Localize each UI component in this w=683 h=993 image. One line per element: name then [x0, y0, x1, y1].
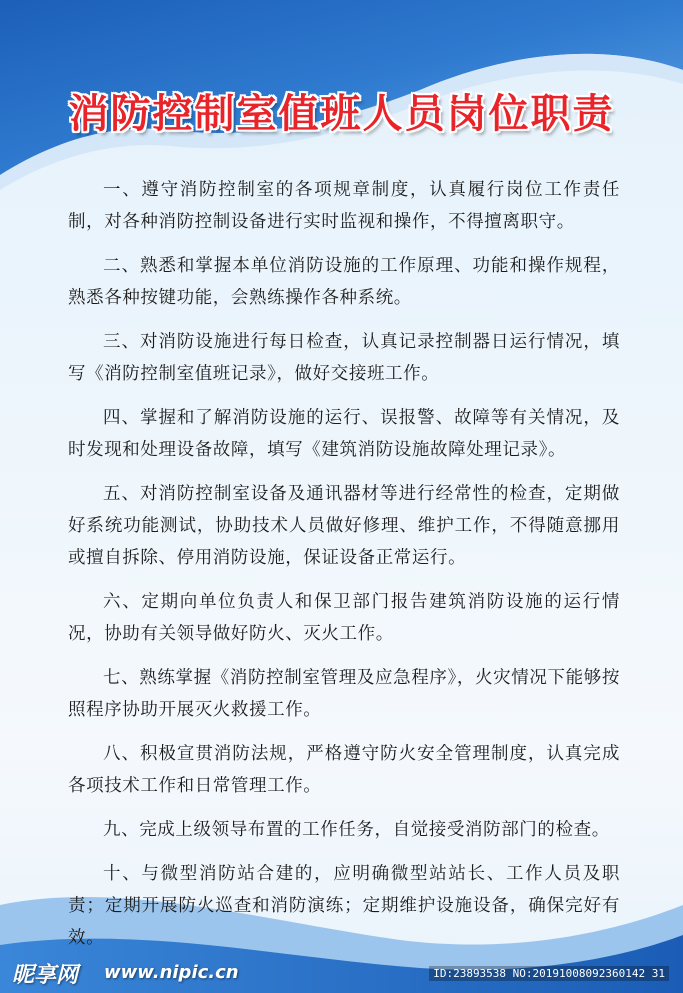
duty-item: 一、遵守消防控制室的各项规章制度，认真履行岗位工作责任制，对各种消防控制设备进行实时监视和操作，不得擅离职守。 [68, 180, 620, 232]
watermark-site: www.nipic.cn [104, 962, 239, 983]
duty-item: 三、对消防设施进行每日检查，认真记录控制器日运行情况，填写《消防控制室值班记录》，做好交接班工作。 [68, 332, 620, 384]
duty-item: 十、与微型消防站合建的，应明确微型站站长、工作人员及职责；定期开展防火巡查和消防演练；定期维护设施设备，确保完好有效。 [68, 864, 620, 948]
duty-item: 九、完成上级领导布置的工作任务，自觉接受消防部门的检查。 [103, 820, 610, 840]
duty-item: 七、熟练掌握《消防控制室管理及应急程序》，火灾情况下能够按照程序协助开展灭火救援工作。 [68, 668, 620, 720]
watermark-logo: 昵享网 [12, 963, 79, 988]
duty-item: 五、对消防控制室设备及通讯器材等进行经常性的检查，定期做好系统功能测试，协助技术人员做好修理、维护工作，不得随意挪用或擅自拆除、停用消防设施，保证设备正常运行。 [68, 484, 620, 568]
duty-item: 四、掌握和了解消防设施的运行、误报警、故障等有关情况，及时发现和处理设备故障，填写《建筑消防设施故障处理记录》。 [68, 408, 620, 460]
duty-item: 二、熟悉和掌握本单位消防设施的工作原理、功能和操作规程，熟悉各种按键功能，会熟练操作各种系统。 [68, 256, 620, 308]
duty-item: 六、定期向单位负责人和保卫部门报告建筑消防设施的运行情况，协助有关领导做好防火、灭火工作。 [68, 592, 620, 644]
watermark-id: ID:23893538 NO:20191008092360142 31 [429, 966, 669, 981]
page-title: 消防控制室值班人员岗位职责 [68, 91, 615, 137]
duty-item: 八、积极宣贯消防法规，严格遵守防火安全管理制度，认真完成各项技术工作和日常管理工作。 [68, 744, 620, 796]
duties-list [68, 174, 620, 966]
